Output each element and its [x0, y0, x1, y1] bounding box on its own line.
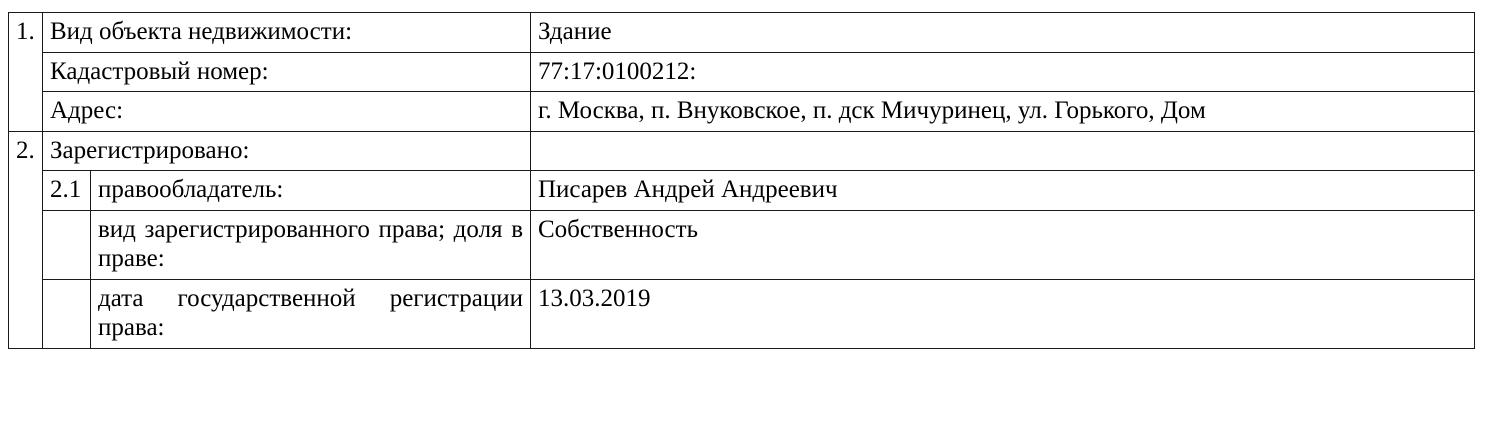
- row-label: вид зарегистрированного права; доля в праве:: [91, 210, 531, 279]
- row-value: 13.03.2019: [531, 279, 1475, 348]
- table-row: [9, 92, 1475, 132]
- row-subnumber: 2.1: [43, 171, 91, 211]
- table-row: [9, 171, 1475, 211]
- row-value: 77:17:0100212:: [531, 52, 1475, 92]
- row-label: дата государственной регистрации права:: [91, 279, 531, 348]
- row-subnumber: [43, 279, 91, 348]
- row-label: Кадастровый номер:: [43, 52, 531, 92]
- table-row: [9, 210, 1475, 279]
- table-row: [9, 13, 1475, 53]
- table-row: [9, 52, 1475, 92]
- row-value: Собственность: [531, 210, 1475, 279]
- row-value: г. Москва, п. Внуковское, п. дск Мичуринец, ул. Горького, Дом: [531, 92, 1475, 132]
- table-row: [9, 131, 1475, 171]
- row-label: Зарегистрировано:: [43, 131, 531, 171]
- table-row: [9, 279, 1475, 348]
- row-label: правообладатель:: [91, 171, 531, 211]
- row-subnumber: [43, 210, 91, 279]
- row-value: Здание: [531, 13, 1475, 53]
- row-number: 1.: [9, 13, 43, 132]
- row-value: Писарев Андрей Андреевич: [531, 171, 1475, 211]
- row-value: [531, 131, 1475, 171]
- row-number: 2.: [9, 131, 43, 348]
- row-label: Вид объекта недвижимости:: [43, 13, 531, 53]
- row-label: Адрес:: [43, 92, 531, 132]
- property-registration-table: [8, 12, 1475, 349]
